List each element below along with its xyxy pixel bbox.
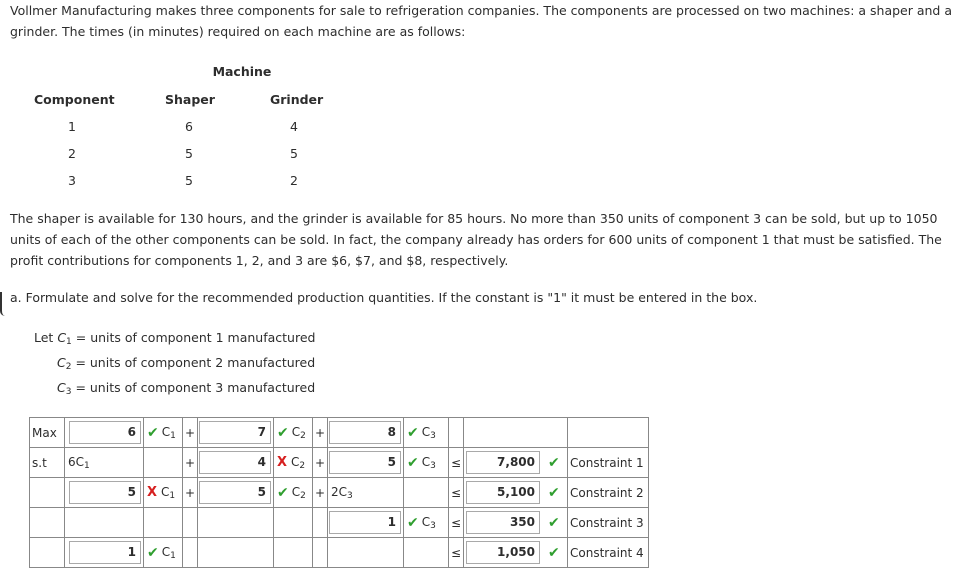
max-label: Max bbox=[30, 418, 65, 448]
obj-c2-input[interactable]: 7 bbox=[199, 421, 271, 444]
check-icon: ✔ bbox=[548, 514, 560, 531]
focus-marker bbox=[0, 292, 5, 316]
check-icon: ✔ bbox=[147, 544, 159, 561]
check-icon: ✔ bbox=[147, 424, 159, 441]
st-label: s.t bbox=[30, 448, 65, 478]
obj-c1-input[interactable]: 6 bbox=[69, 421, 141, 444]
plus-sign: + bbox=[183, 448, 198, 478]
check-icon: ✔ bbox=[407, 454, 419, 471]
plus-sign: + bbox=[313, 448, 328, 478]
row4-rhs-input[interactable]: 1,050 bbox=[466, 541, 540, 564]
constraint-4-label: Constraint 4 bbox=[568, 538, 649, 568]
row3-c3-input[interactable]: 1 bbox=[329, 511, 401, 534]
obj-c3-input[interactable]: 8 bbox=[329, 421, 401, 444]
times-cell: 5 bbox=[185, 146, 193, 161]
row1-c3-input[interactable]: 5 bbox=[329, 451, 401, 474]
let-line-3: $C_3$ = units of component 3 manufactured bbox=[57, 380, 316, 397]
problem-paragraph: The shaper is available for 130 hours, and the grinder is available for 85 hours. No more than 350 units of component 3 can be sold, but up to 1050 units of each of the other components can be sold. In fact, the company already has orders for 600 units of component 1 that must be satisfied. The profit contributions for components 1, 2, and 3 are $6, $7, and $8, respectively. bbox=[10, 211, 942, 268]
let-line-2: $C_2$ = units of component 2 manufactured bbox=[57, 355, 316, 372]
row2-c2-input[interactable]: 5 bbox=[199, 481, 271, 504]
check-icon: ✔ bbox=[407, 424, 419, 441]
check-icon: ✔ bbox=[548, 484, 560, 501]
le-sign: ≤ bbox=[449, 508, 464, 538]
times-cell: 5 bbox=[185, 173, 193, 188]
plus-sign: + bbox=[313, 478, 328, 508]
row2-c1-input[interactable]: 5 bbox=[69, 481, 141, 504]
row1-rhs-input[interactable]: 7,800 bbox=[466, 451, 540, 474]
constraint-row-3: 1 ✔ $C_3$ ≤ 350 ✔ Constraint 3 bbox=[30, 508, 649, 538]
grinder-header: Grinder bbox=[270, 92, 324, 107]
check-icon: ✔ bbox=[277, 424, 289, 441]
times-cell: 5 bbox=[290, 146, 298, 161]
row1-c1-text: $6C_1$ bbox=[65, 448, 144, 478]
le-sign: ≤ bbox=[449, 448, 464, 478]
plus-sign: + bbox=[183, 478, 198, 508]
row2-rhs-input[interactable]: 5,100 bbox=[466, 481, 540, 504]
intro-text: Vollmer Manufacturing makes three components for sale to refrigeration companies. The components are processed on two machines: a shaper and a grinder. The times (in minutes) required on each machine are as follows: bbox=[10, 3, 952, 39]
question-a: a. Formulate and solve for the recommended production quantities. If the constant is "1" it must be entered in the box. bbox=[10, 290, 758, 305]
row1-c2-input[interactable]: 4 bbox=[199, 451, 271, 474]
constraint-row-2: 5 X $C_1$ + 5 ✔ $C_2$ + $2C_3$ ≤ 5,100 ✔ Constraint 2 bbox=[30, 478, 649, 508]
row4-c1-input[interactable]: 1 bbox=[69, 541, 141, 564]
objective-row: Max 6 ✔ $C_1$ + 7 ✔ $C_2$ + 8 ✔ $C_3$ bbox=[30, 418, 649, 448]
le-sign: ≤ bbox=[449, 538, 464, 568]
times-cell: 3 bbox=[68, 173, 76, 188]
machine-header: Machine bbox=[212, 64, 272, 79]
check-icon: ✔ bbox=[548, 544, 560, 561]
times-cell: 2 bbox=[290, 173, 298, 188]
constraint-row-4: 1 ✔ $C_1$ ≤ 1,050 ✔ Constraint 4 bbox=[30, 538, 649, 568]
row2-c3-text: $2C_3$ bbox=[328, 478, 404, 508]
times-cell: 6 bbox=[185, 119, 193, 134]
shaper-header: Shaper bbox=[165, 92, 215, 107]
cross-icon: X bbox=[147, 485, 158, 500]
constraint-1-label: Constraint 1 bbox=[568, 448, 649, 478]
component-header: Component bbox=[34, 92, 115, 107]
le-sign: ≤ bbox=[449, 478, 464, 508]
plus-sign: + bbox=[313, 418, 328, 448]
check-icon: ✔ bbox=[548, 454, 560, 471]
row3-rhs-input[interactable]: 350 bbox=[466, 511, 540, 534]
constraint-row-1: s.t $6C_1$ + 4 X $C_2$ + 5 ✔ $C_3$ ≤ 7,800 ✔ Constraint 1 bbox=[30, 448, 649, 478]
lp-formulation-table bbox=[29, 417, 649, 568]
times-cell: 2 bbox=[68, 146, 76, 161]
plus-sign: + bbox=[183, 418, 198, 448]
constraint-2-label: Constraint 2 bbox=[568, 478, 649, 508]
times-cell: 4 bbox=[290, 119, 298, 134]
constraint-3-label: Constraint 3 bbox=[568, 508, 649, 538]
check-icon: ✔ bbox=[407, 514, 419, 531]
check-icon: ✔ bbox=[277, 484, 289, 501]
let-line-1: Let $C_1$ = units of component 1 manufactured bbox=[34, 330, 316, 347]
cross-icon: X bbox=[277, 455, 288, 470]
times-cell: 1 bbox=[68, 119, 76, 134]
